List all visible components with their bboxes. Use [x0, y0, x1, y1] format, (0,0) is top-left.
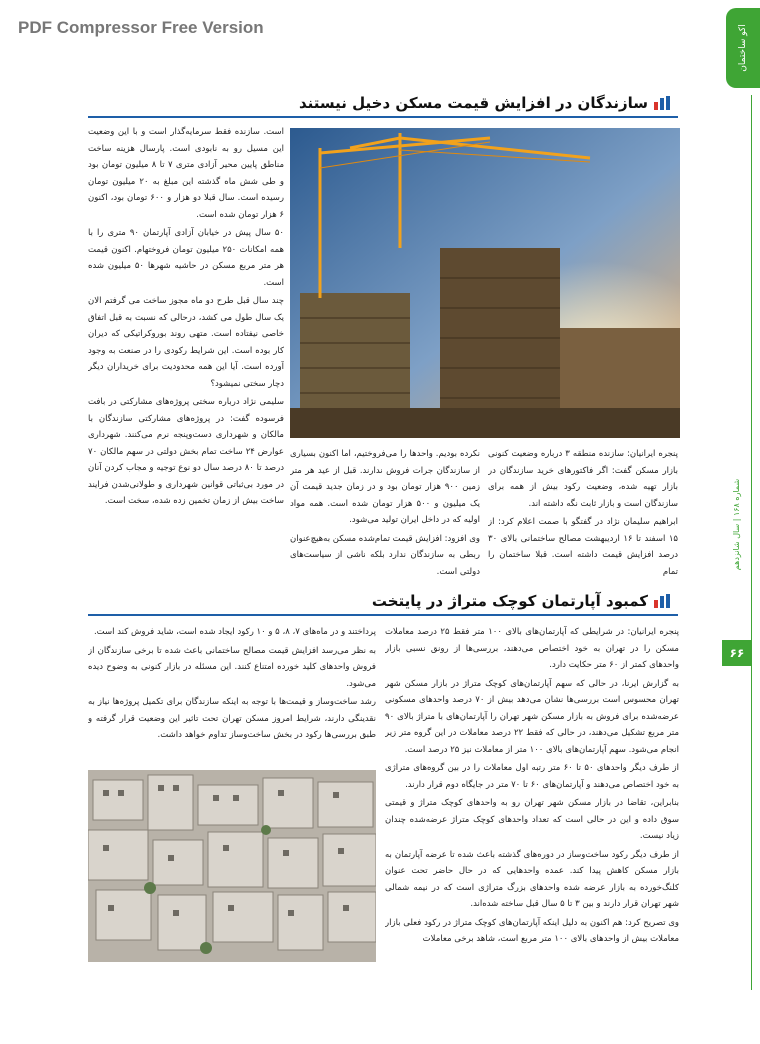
paragraph: از طرف دیگر رکود ساخت‌وساز در دوره‌های گذشته باعث شده تا عرضه آپارتمان به بازار مسکن کاهش پیدا کند. عمده واحدهایی که در حال حاضر تحت عنوان کلنگ‌خورده به بازار عرضه شده واحدهای بزرگ متراژی است که در نیمه شمالی شهر تهران قرار دارند و بین ۳ تا ۵ سال قبل ساخته شده‌اند. — [385, 849, 679, 909]
article2-column-right — [385, 624, 679, 954]
paragraph: ۵۰ سال پیش در خیابان آزادی آپارتمان ۹۰ متری را با همه امکانات ۲۵۰ میلیون تومان فروختهام. اکنون قیمت هر متر مربع مسکن در حاشیه شهرها ۵۰ میلیون شده است. — [88, 228, 284, 288]
paragraph: پنجره ایرانیان: سازنده منطقه ۳ درباره وضعیت کنونی بازار مسکن گفت: اگر فاکتورهای خرید سازندگان در بازار تهیه شده، وضعیت رکود بیش از همه برای سازندگان است و بازار ثابت نگه داشته اند. — [488, 449, 678, 509]
article1-title: سازندگان در افزایش قیمت مسکن دخیل نیستند — [298, 94, 648, 112]
article2-rule — [88, 614, 678, 616]
article1-column-middle — [290, 446, 480, 576]
issue-info-vertical: شماره ۱۶۸ | سال شانزدهم — [731, 478, 741, 571]
paragraph: بنابراین، تقاضا در بازار مسکن شهر تهران رو به واحدهای کوچک متراژ و قیمتی سوق داده و این در حالی است که تعداد واحدهای کوچک متراژ عرضه‌شده چندان زیاد نیست. — [385, 798, 679, 841]
article1-column-right — [488, 446, 678, 576]
article1-rule — [88, 116, 678, 118]
page-number: ۶۶ — [722, 640, 752, 666]
paragraph: چند سال قبل طرح دو ماه مجوز ساخت می گرفتم الان یک سال طول می کشد، درحالی که نسبت به قبل اتفاق خاصی نیفتاده است. متهی روند بوروکراتیکی که دیران کار بوده است. این شرایط رکودی را در صنعت به وجود آورده است. آیا این همه محدودیت برای خریداران دیگر دچار سختی نمیشود؟ — [88, 296, 284, 389]
bar-chart-icon — [654, 594, 670, 608]
paragraph: پنجره ایرانیان: در شرایطی که آپارتمان‌های بالای ۱۰۰ متر فقط ۲۵ درصد معاملات مسکن را در تهران به خود اختصاص می‌دهند، بررسی‌ها از رونق نسبی بازار واحدهای کمتر از ۶۰ متر حکایت دارد. — [385, 627, 679, 670]
side-divider — [751, 95, 752, 990]
article2-column-left — [88, 624, 376, 759]
paragraph: ابراهیم سلیمان نژاد در گفتگو با صمت اعلام کرد: از ۱۵ اسفند تا ۱۶ اردیبهشت مصالح ساختمانی بالای ۳۰ درصد افزایش قیمت داشته است. قبلا ساختمان را تمام — [488, 517, 678, 576]
paragraph: است. سازنده فقط سرمایه‌گذار است و با این وضعیت این مسیل رو به نابودی است. پارسال هزینه ساخت مناطق پایین محیر آزادی متری ۷ تا ۸ میلیون تومان بود و طی شش ماه گذشته این مبلغ به ۲۰ میلیون تومان رسیده است. سال قبلا دو هزار و ۶۰۰ تومان بود، اکنون ۶ هزار تومان شده است. — [88, 127, 284, 220]
paragraph: نکرده بودیم. واحدها را می‌فروختیم، اما اکنون بسیاری از سازندگان جرات فروش ندارند. قبل از عید هر متر زمین ۹۰۰ هزار تومان بود و در زمان جدید قیمت آن یک میلیون و ۵۰۰ هزار تومان شده است. همه مواد اولیه که در داخل ایران تولید می‌شود. — [290, 449, 480, 525]
paragraph: پرداختند و در ماه‌های ۷، ۸، ۵ و ۱۰ رکود ایجاد شده است، شاید فروش کند است. — [93, 627, 376, 637]
paragraph: رشد ساخت‌وساز و قیمت‌ها با توجه به اینکه سازندگان برای تکمیل پروژه‌ها نیاز به نقدینگی دارند، شرایط امروز مسکن تهران تحت تاثیر این وضعیت قرار گرفته و طبق بررسی‌ها رکود در بخش ساخت‌وساز تداوم خواهد داشت. — [88, 697, 376, 740]
article1-column-left — [88, 124, 284, 569]
city-apartments-photo — [88, 770, 376, 962]
watermark-text: PDF Compressor Free Version — [18, 18, 264, 37]
paragraph: وی تصریح کرد: هم اکنون به دلیل اینکه آپارتمان‌های کوچک متراژ در رکود فعلی بازار معاملات بیش از واحدهای بالای ۱۰۰ متر مربع است، شاهد برخی معاملات — [385, 917, 679, 944]
section-tab — [726, 8, 760, 88]
section-tab-label: اکو ساختمان — [738, 24, 748, 72]
paragraph: سلیمی نژاد درباره سختی پروژه‌های مشارکتی در بافت فرسوده گفت: در پروژه‌های مشارکتی سازندگان با مالکان و شهرداری دست‌وپنجه نرم می‌کنند. شهرداری عوارض ۲۴ ساخت تمام بخش دولتی در سهم مالکان ۷۰ درصد تا ۸۰ درصد سال دو نوع توجیه و مجاب کردن آنان در مورد بی‌ثباتی قوانین شهرداری و طولانی‌شدن فرایند ساخت بیش از زمان تخمین زده شده، سخت است. — [88, 397, 284, 506]
article2-title: کمبود آپارتمان کوچک متراژ در پایتخت — [371, 592, 648, 610]
paragraph: به نظر می‌رسد افزایش قیمت مصالح ساختمانی باعث شده تا برخی سازندگان از فروش واحدهای کلید خورده امتناع کنند. این مسئله در بازار کنونی به وضوح دیده می‌شود. — [88, 645, 376, 689]
paragraph: از طرف دیگر واحدهای ۵۰ تا ۶۰ متر رتبه اول معاملات را در بین گروه‌های متراژی به خود اختصاص می‌دهند و آپارتمان‌های ۶۰ تا ۷۰ متر در جایگاه دوم قرار دارند. — [385, 763, 679, 790]
article2-title-row — [372, 592, 670, 610]
paragraph: به گزارش ایرنا، در حالی که سهم آپارتمان‌های کوچک متراژ در بازار مسکن شهر تهران محسوس است بررسی‌ها نشان می‌دهد بیش از ۷۰ درصد واحدهای مسکونی عرضه‌شده برای فروش به بازار مسکن شهر تهران را آپارتمان‌های با متراژ بالای ۹۰ متر مربع تشکیل می‌دهند، در حالی که فقط ۲۲ درصد معاملات در این گروه متر زیر انجام می‌شود. سهم آپارتمان‌های بالای ۱۰۰ متر از معاملات نیز ۲۵ درصد است. — [385, 678, 679, 755]
construction-crane-photo — [290, 128, 680, 438]
bar-chart-icon — [654, 96, 670, 110]
article1-title-row — [299, 94, 670, 112]
paragraph: وی افزود: افزایش قیمت تمام‌شده مسکن به‌هیچ‌عنوان ربطی به سازندگان ندارد بلکه ناشی از سیاست‌های دولتی است. — [290, 533, 480, 576]
